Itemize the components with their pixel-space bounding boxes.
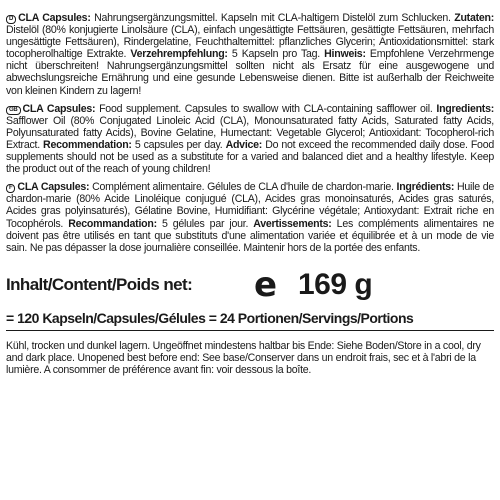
language-badge-de: D: [6, 15, 16, 24]
intro-gb: Food supplement. Capsules to swallow with CLA-containing safflower oil.: [95, 102, 433, 115]
recommendation-de: 5 Kapseln pro Tag.: [227, 48, 320, 61]
advice-label-gb: Advice:: [225, 138, 263, 151]
section-french: [6, 181, 494, 254]
product-title-gb: CLA Capsules:: [22, 102, 96, 115]
language-badge-fr: F: [6, 184, 15, 193]
product-title-fr: CLA Capsules:: [17, 181, 90, 194]
advice-label-de: Hinweis:: [324, 48, 366, 61]
advice-label-fr: Avertissements:: [253, 217, 332, 230]
storage-instructions: Kühl, trocken und dunkel lagern. Ungeöffnet mindestens haltbar bis Ende: Siehe Boden/Store in a cool, dry and dark place. Unopened best before end: See base/Conserver dans un endroit frais, sec et à l'abri de la lumière. A consommer de préférence avant fin: voir dessous la boîte.: [6, 339, 481, 376]
servings-line: = 120 Kapseln/Capsules/Gélules = 24 Portionen/Servings/Portions: [6, 309, 414, 326]
intro-de: Nahrungsergänzungsmittel. Kapseln mit CLA-haltigem Distelöl zum Schlucken.: [90, 12, 451, 24]
product-title-de: CLA Capsules:: [18, 12, 91, 24]
recommendation-label-de: Verzehrempfehlung:: [130, 48, 228, 61]
advice-gb: Do not exceed the recommended daily dose. Food supplements should not be used as a substitute for a varied and balanced diet and a healthy lifestyle. Keep the product out of the reach of young children!: [6, 138, 494, 176]
language-badge-gb: GB: [6, 106, 21, 115]
net-content-label: Inhalt/Content/Poids net:: [6, 274, 193, 294]
recommendation-label-gb: Recommendation:: [43, 138, 132, 151]
recommendation-label-fr: Recommandation:: [68, 217, 157, 230]
ingredients-fr: Huile de chardon-marie (80% Acide Linoléique conjugué (CLA), Acides gras monoinsaturés, Acides gras saturés, Acides gras polyinsaturés), Gélatine Bovine, Humidifiant: Glycérine végétale; Antioxydant: Extrait riche en Tocophérols.: [6, 181, 495, 230]
ingredients-gb: Safflower Oil (80% Conjugated Linoleic Acid (CLA), Monounsaturated fatty Acids, Saturated fatty Acids, Polyunsaturated fatty Acids), Bovine Gelatine, Humectant: Vegetable Glycerol; Antioxidant: Tocopherol-rich Extract.: [6, 114, 494, 151]
ingredients-label-fr: Ingrédients:: [396, 181, 455, 194]
advice-de: Empfohlene Verzehrmenge nicht überschreiten! Nahrungsergänzungsmittel sollten nicht als Ersatz für eine ausgewogene und abwechslungsreiche Ernährung und eine gesunde Lebensweise dienen. Bitte ist außerhalb der Reichweite von kleinen Kindern zu lagern!: [6, 48, 495, 97]
ingredients-label-gb: Ingredients:: [436, 102, 494, 115]
e-mark-symbol: e: [254, 264, 278, 305]
section-german: [6, 12, 494, 97]
ingredients-de: Distelöl (80% konjugierte Linolsäure (CLA), einfach ungesättigte Fettsäuren, gesättigte Fettsäuren, mehrfach ungesättigte Fettsäuren), Rindergelatine, Feuchthaltemittel: pflanzliches Glycerin; Antioxidationsmittel: stark tocopherolhaltige Extrakte.: [6, 24, 494, 61]
net-weight: 169 g: [298, 267, 373, 301]
divider: [6, 330, 494, 331]
advice-fr: Les compléments alimentaires ne doivent pas être utilisés en tant que substituts d'une alimentation variée et équilibrée et à un mode de vie sain. Ne pas dépasser la dose journalière conseillée. Maintenir hors de la portée des enfants.: [6, 217, 494, 254]
recommendation-fr: 5 gélules par jour.: [156, 217, 249, 230]
intro-fr: Complément alimentaire. Gélules de CLA d'huile de chardon-marie.: [89, 181, 394, 194]
net-content-row: [6, 264, 494, 305]
recommendation-gb: 5 capsules per day.: [131, 138, 223, 151]
ingredients-label-de: Zutaten:: [454, 12, 494, 24]
section-english: [6, 103, 494, 176]
